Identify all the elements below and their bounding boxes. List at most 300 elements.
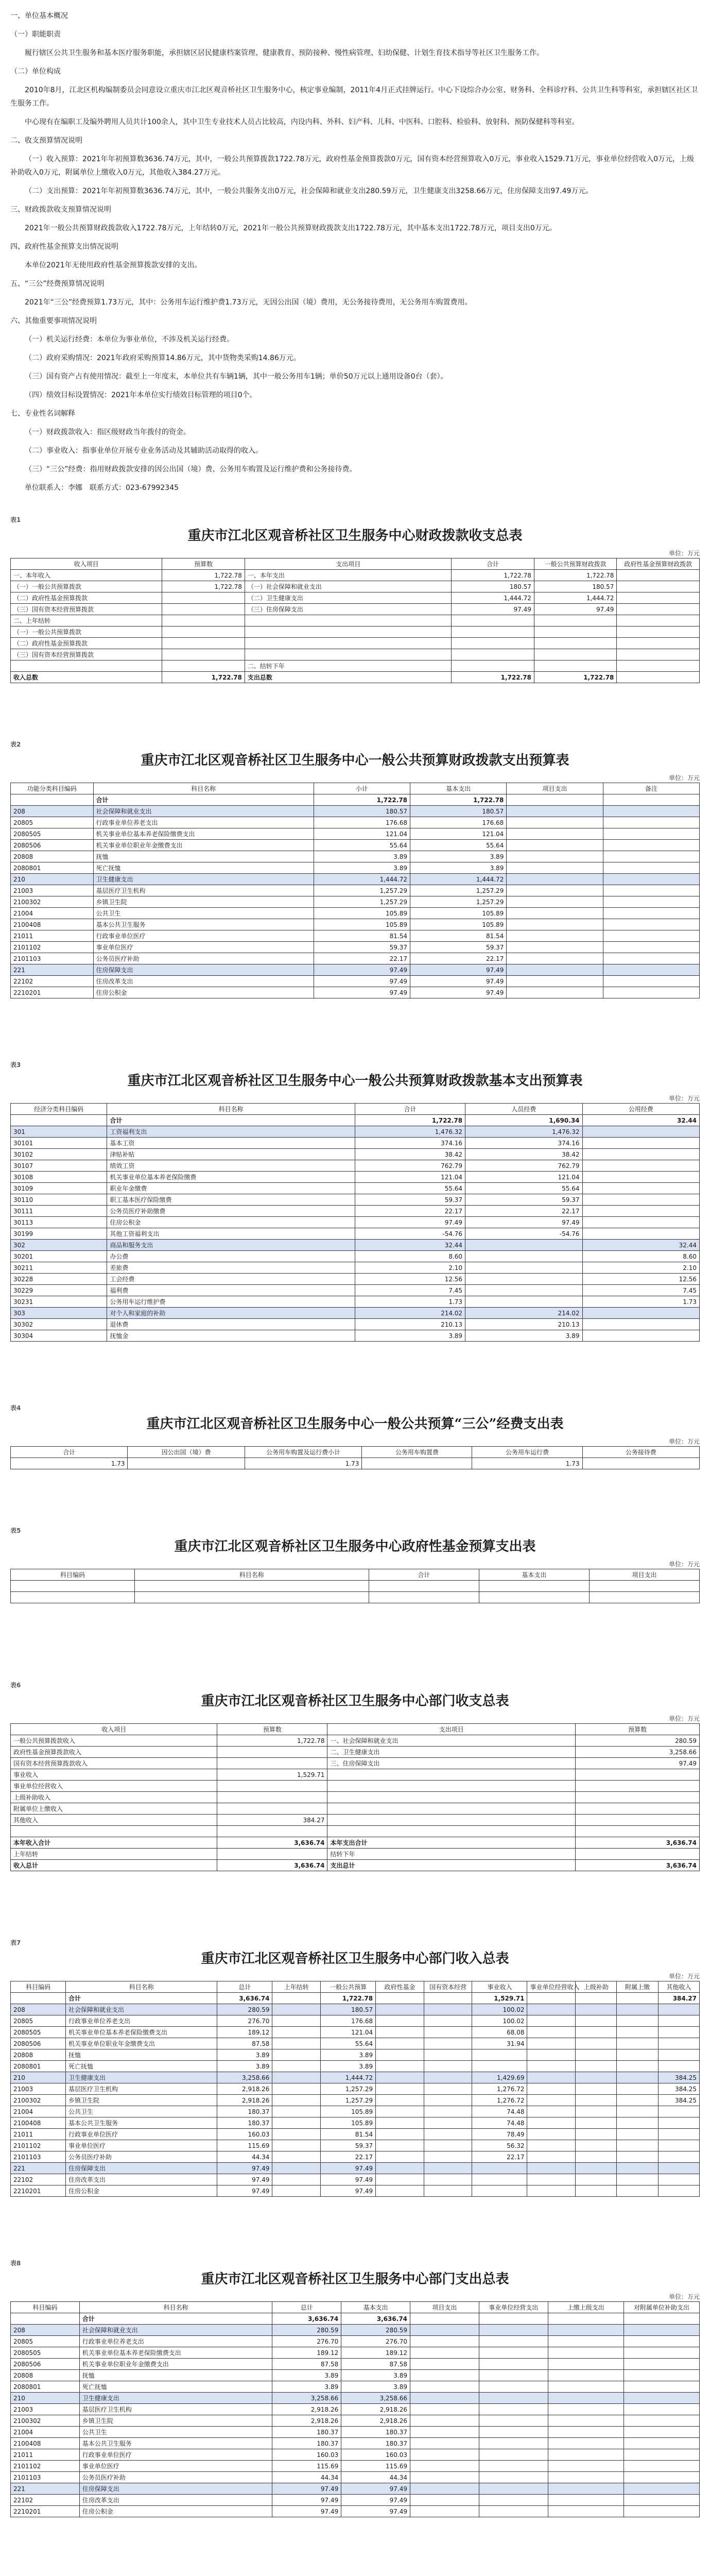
column-header: 项目支出 <box>507 783 603 794</box>
column-header: 备注 <box>603 783 699 794</box>
table-row <box>11 2325 700 2336</box>
table-cell: 2101102 <box>11 2461 80 2472</box>
table-cell: 基层医疗卫生机构 <box>93 885 314 896</box>
column-header: 预算数 <box>162 558 245 570</box>
column-header: 合计 <box>452 558 534 570</box>
table-cell <box>603 862 699 874</box>
table-cell: 其他收入 <box>11 1815 217 1826</box>
table-cell: （二）政府性基金预算拨款 <box>11 638 162 649</box>
table-cell <box>376 2185 424 2197</box>
section-heading: （一）职能职责 <box>10 30 61 39</box>
table-cell <box>424 2174 472 2185</box>
table-cell <box>589 1581 699 1592</box>
table-cell: 行政事业单位养老支出 <box>93 817 314 828</box>
table-cell: 2080801 <box>11 862 94 874</box>
table-cell: 21004 <box>11 908 94 919</box>
table-cell <box>507 976 603 987</box>
table-cell: 3.89 <box>217 2061 272 2072</box>
table-cell <box>624 2415 699 2427</box>
table-cell <box>582 1206 699 1217</box>
table-cell <box>272 2027 321 2038</box>
table-cell <box>245 638 451 649</box>
table-cell <box>658 2140 699 2151</box>
column-header: 项目支出 <box>589 1569 699 1581</box>
table-row <box>11 2083 700 2095</box>
table-cell <box>424 2185 472 2197</box>
table-cell: 115.69 <box>341 2461 410 2472</box>
table-cell: 3,636.74 <box>217 1993 272 2004</box>
column-header: 事业收入 <box>472 1981 527 1993</box>
table-row <box>11 2438 700 2449</box>
table-row <box>11 1792 700 1803</box>
unit-label: 单位：万元 <box>668 2293 700 2300</box>
table-row <box>11 672 700 683</box>
table-row <box>11 1769 700 1781</box>
table-cell: 机关事业单位基本养老保险缴费支出 <box>66 2027 217 2038</box>
table-cell <box>327 1803 576 1815</box>
table-cell <box>272 2151 321 2163</box>
table-cell: 2210201 <box>11 2506 80 2517</box>
section-paragraph: 2010年8月，江北区机构编制委员会同意设立重庆市江北区观音桥社区卫生服务中心，核定事业编制，2011年4月正式挂牌运行。中心下设综合办公室、财务科、全科诊疗科、公共卫生科等科室，承担辖区社区卫生服务工作。 <box>10 86 698 108</box>
table-cell: 工会经费 <box>107 1274 355 1285</box>
table-cell <box>479 2415 548 2427</box>
table-cell: 基本公共卫生服务 <box>93 919 314 930</box>
table-cell <box>548 2472 624 2483</box>
table-cell <box>479 2336 548 2347</box>
table-cell: 基层医疗卫生机构 <box>66 2083 217 2095</box>
table-cell: 2,918.26 <box>272 2415 341 2427</box>
table-cell: 55.64 <box>355 1183 465 1194</box>
table-cell <box>410 2325 479 2336</box>
column-header: 一般公共预算 <box>321 1981 376 1993</box>
table-cell <box>527 2083 576 2095</box>
table-cell <box>658 2049 699 2061</box>
table-cell <box>576 2049 617 2061</box>
table-cell <box>452 660 534 672</box>
budget-sheet <box>10 515 700 683</box>
section-paragraph: （二）事业收入：指事业单位开展专业业务活动及其辅助活动取得的收入。 <box>25 447 263 455</box>
section-paragraph: 2021年“三公”经费预算1.73万元，其中：公务用车运行维护费1.73万元，无因公出国（境）费用，无公务接待费用，无公务用车购置费用。 <box>25 298 472 307</box>
table-cell <box>576 2083 617 2095</box>
table-cell <box>624 2506 699 2517</box>
table-cell: 3,636.74 <box>576 1860 700 1871</box>
table-cell: 2,918.26 <box>341 2404 410 2415</box>
table-cell: 死亡抚恤 <box>93 862 314 874</box>
table-cell <box>624 2472 699 2483</box>
sheet-title: 重庆市江北区观音桥社区卫生服务中心部门收支总表 <box>201 1693 509 1709</box>
section-paragraph: （四）绩效目标设置情况：2021年本单位实行绩效目标管理的项目0个。 <box>25 391 257 399</box>
table-cell <box>582 1138 699 1149</box>
table-cell <box>582 1330 699 1342</box>
table-cell: 1,722.78 <box>162 672 245 683</box>
table-cell <box>582 1149 699 1160</box>
table-cell: 176.68 <box>410 817 507 828</box>
table-cell <box>617 2185 658 2197</box>
table-row <box>11 1296 700 1308</box>
table-row <box>11 1285 700 1296</box>
table-cell: 住房公积金 <box>93 987 314 998</box>
table-row <box>11 828 700 840</box>
table-cell <box>617 570 700 581</box>
table-cell <box>617 672 700 683</box>
table-cell: 30108 <box>11 1172 107 1183</box>
table-cell: 基本公共卫生服务 <box>79 2438 272 2449</box>
table-row <box>11 2038 700 2049</box>
table-cell <box>272 2049 321 2061</box>
table-cell: 55.64 <box>321 2038 376 2049</box>
table-cell <box>603 794 699 806</box>
table-cell <box>272 2129 321 2140</box>
table-cell <box>507 862 603 874</box>
column-header: 公务用车购置费 <box>362 1447 472 1458</box>
table-cell <box>507 817 603 828</box>
table-cell: 97.49 <box>355 1217 465 1228</box>
table-cell <box>576 2163 617 2174</box>
table-cell: 1,690.34 <box>465 1115 582 1126</box>
table-cell: 1,444.72 <box>534 592 617 604</box>
table-row <box>11 1592 700 1603</box>
table-cell: 1,722.78 <box>534 672 617 683</box>
table-cell <box>603 953 699 964</box>
table-cell: 21003 <box>11 2404 80 2415</box>
table-cell: （一）一般公共预算拨款 <box>11 626 162 638</box>
table-cell: 276.70 <box>341 2336 410 2347</box>
table-cell <box>617 2163 658 2174</box>
table-cell: 行政事业单位养老支出 <box>66 2015 217 2027</box>
table-row <box>11 840 700 851</box>
table-cell: 2080505 <box>11 828 94 840</box>
table-cell <box>624 2438 699 2449</box>
table-cell <box>424 2072 472 2083</box>
table-cell <box>507 806 603 817</box>
table-cell: 121.04 <box>410 828 507 840</box>
table-cell <box>465 1285 582 1296</box>
table-cell: 30302 <box>11 1319 107 1330</box>
table-cell <box>376 2049 424 2061</box>
table-cell: 1,444.72 <box>452 592 534 604</box>
table-cell: 97.49 <box>314 964 410 976</box>
table-row <box>11 649 700 660</box>
table-cell <box>410 2449 479 2461</box>
table-cell <box>603 828 699 840</box>
column-header: 科目编码 <box>11 1569 135 1581</box>
table-cell: 3.89 <box>341 2370 410 2381</box>
column-header: 政府性基金 <box>376 1981 424 1993</box>
table-cell: 卫生健康支出 <box>93 874 314 885</box>
table-cell: 机关事业单位职业年金缴费支出 <box>79 2359 272 2370</box>
table-cell <box>624 2449 699 2461</box>
column-header: 项目支出 <box>410 2302 479 2313</box>
table-cell <box>410 2472 479 2483</box>
table-cell <box>658 2174 699 2185</box>
table-cell <box>582 1183 699 1194</box>
sheet-number: 表2 <box>10 741 21 748</box>
table-cell <box>527 2129 576 2140</box>
table-cell: 抚恤金 <box>107 1330 355 1342</box>
table-cell: 221 <box>11 964 94 976</box>
column-header: 总计 <box>217 1981 272 1993</box>
table-row <box>11 1330 700 1342</box>
table-row <box>11 1815 700 1826</box>
table-cell <box>272 2174 321 2185</box>
table-cell <box>624 2313 699 2325</box>
column-header: 支出项目 <box>245 558 451 570</box>
table-row <box>11 1274 700 1285</box>
table-cell: 87.58 <box>272 2359 341 2370</box>
table-cell: 22.17 <box>410 953 507 964</box>
column-header: 政府性基金预算财政拨款 <box>617 558 700 570</box>
table-cell <box>576 1815 700 1826</box>
table-cell: 56.32 <box>472 2140 527 2151</box>
sheet-title: 重庆市江北区观音桥社区卫生服务中心部门收入总表 <box>201 1951 509 1967</box>
budget-table <box>10 1569 700 1603</box>
table-cell <box>424 2163 472 2174</box>
column-header: 合计 <box>355 1104 465 1115</box>
unit-label: 单位：万元 <box>668 774 700 782</box>
table-cell <box>548 2381 624 2393</box>
table-cell: 3.89 <box>272 2381 341 2393</box>
budget-table <box>10 1446 700 1469</box>
table-cell: 97.49 <box>534 604 617 615</box>
table-cell <box>410 2415 479 2427</box>
section-paragraph: （一）收入预算：2021年年初预算数3636.74万元，其中，一般公共预算拨款1722.78万元，政府性基金预算拨款0万元，国有资本经营预算收入0万元，事业收入1529.71万元，事业单位经营收入0万元，上级补助收入0万元，附属单位上缴收入0万元，其他收入384.27万元。 <box>10 155 695 177</box>
table-cell: 基本工资 <box>107 1138 355 1149</box>
table-row <box>11 1803 700 1815</box>
table-cell <box>617 2106 658 2117</box>
column-header: 附属上缴 <box>617 1981 658 1993</box>
table-cell <box>624 2370 699 2381</box>
table-cell: 3.89 <box>217 2049 272 2061</box>
table-cell <box>410 2495 479 2506</box>
table-cell: 商品和服务支出 <box>107 1240 355 1251</box>
table-cell: 一、社会保障和就业支出 <box>327 1735 576 1747</box>
table-cell: 208 <box>11 806 94 817</box>
table-row <box>11 1747 700 1758</box>
column-header: 公务接待费 <box>582 1447 699 1458</box>
table-cell: 住房改革支出 <box>66 2174 217 2185</box>
table-cell: 105.89 <box>321 2106 376 2117</box>
table-cell <box>424 2015 472 2027</box>
table-cell <box>11 1115 107 1126</box>
table-cell: 180.37 <box>217 2106 272 2117</box>
budget-table <box>10 558 700 683</box>
table-row <box>11 604 700 615</box>
table-cell: 工资福利支出 <box>107 1126 355 1138</box>
table-cell <box>527 2027 576 2038</box>
table-cell: 21011 <box>11 2449 80 2461</box>
budget-table <box>10 2301 700 2517</box>
table-cell: 12.56 <box>355 1274 465 1285</box>
table-cell <box>424 2004 472 2015</box>
table-cell: 退休费 <box>107 1319 355 1330</box>
table-cell <box>376 2015 424 2027</box>
column-header: 小计 <box>314 783 410 794</box>
table-cell <box>452 638 534 649</box>
table-cell: 74.48 <box>472 2117 527 2129</box>
sheet-number: 表8 <box>10 2260 21 2267</box>
table-row <box>11 942 700 953</box>
unit-label: 单位：万元 <box>668 1973 700 1980</box>
table-cell <box>617 2004 658 2015</box>
table-cell <box>603 976 699 987</box>
table-cell: 乡镇卫生院 <box>66 2095 217 2106</box>
sheet-number: 表7 <box>10 1939 21 1946</box>
table-cell <box>472 2174 527 2185</box>
table-cell: 死亡抚恤 <box>66 2061 217 2072</box>
table-cell: 二、上年结转 <box>11 615 162 626</box>
table-cell: 住房保障支出 <box>66 2163 217 2174</box>
table-cell: 2080506 <box>11 2038 66 2049</box>
unit-label: 单位：万元 <box>668 550 700 557</box>
table-cell: 180.57 <box>410 806 507 817</box>
table-row <box>11 953 700 964</box>
table-cell <box>217 1747 327 1758</box>
table-cell <box>617 649 700 660</box>
sheet-title: 重庆市江北区观音桥社区卫生服务中心一般公共预算财政拨款支出预算表 <box>141 753 569 768</box>
table-cell <box>507 908 603 919</box>
table-cell: 合计 <box>66 1993 217 2004</box>
table-cell: 189.12 <box>272 2347 341 2359</box>
sheet-title: 重庆市江北区观音桥社区卫生服务中心一般公共预算财政拨款基本支出预算表 <box>127 1073 583 1089</box>
table-cell <box>410 2347 479 2359</box>
table-cell: 97.49 <box>452 604 534 615</box>
table-cell: 本年支出合计 <box>327 1837 576 1849</box>
table-cell: （一）社会保障和就业支出 <box>245 581 451 592</box>
table-row <box>11 1262 700 1274</box>
table-cell <box>272 2117 321 2129</box>
table-cell: 1,722.78 <box>314 794 410 806</box>
table-cell: 乡镇卫生院 <box>93 896 314 908</box>
table-cell: 97.49 <box>341 2506 410 2517</box>
table-cell <box>603 919 699 930</box>
table-row <box>11 2129 700 2140</box>
table-cell: 1,257.29 <box>314 896 410 908</box>
section-heading: 二、收支预算情况说明 <box>10 137 82 145</box>
table-cell: 384.25 <box>658 2095 699 2106</box>
table-cell <box>603 942 699 953</box>
table-cell <box>582 1194 699 1206</box>
table-cell: 机关事业单位职业年金缴费支出 <box>66 2038 217 2049</box>
section-heading: 五、“三公”经费预算情况说明 <box>10 280 105 288</box>
column-header: 收入项目 <box>11 1724 217 1735</box>
table-cell: 115.69 <box>217 2140 272 2151</box>
table-cell: 221 <box>11 2483 80 2495</box>
table-cell <box>424 2095 472 2106</box>
table-cell <box>452 615 534 626</box>
table-cell: 2210201 <box>11 2185 66 2197</box>
table-cell <box>576 2140 617 2151</box>
table-cell: 105.89 <box>314 908 410 919</box>
section-heading: 四、政府性基金预算支出情况说明 <box>10 243 118 251</box>
table-cell: 抚恤 <box>93 851 314 862</box>
table-cell: 住房公积金 <box>107 1217 355 1228</box>
table-row <box>11 2049 700 2061</box>
table-row <box>11 896 700 908</box>
table-cell: 176.68 <box>321 2015 376 2027</box>
table-row <box>11 2495 700 2506</box>
table-cell: 97.49 <box>272 2483 341 2495</box>
table-cell: 30107 <box>11 1160 107 1172</box>
table-cell: 公务用车运行维护费 <box>107 1296 355 1308</box>
table-cell <box>617 638 700 649</box>
table-cell: 2.10 <box>582 1262 699 1274</box>
table-cell: 21004 <box>11 2427 80 2438</box>
table-cell: 30229 <box>11 1285 107 1296</box>
table-cell <box>410 2483 479 2495</box>
table-cell <box>576 1849 700 1860</box>
column-header: 科目编码 <box>11 2302 80 2313</box>
table-cell: 105.89 <box>321 2117 376 2129</box>
table-cell <box>617 2061 658 2072</box>
table-cell: 基层医疗卫生机构 <box>79 2404 272 2415</box>
table-row <box>11 2106 700 2117</box>
table-cell: 30113 <box>11 1217 107 1228</box>
table-cell: 180.57 <box>314 806 410 817</box>
table-cell <box>617 615 700 626</box>
table-cell <box>624 2427 699 2438</box>
column-header: 科目名称 <box>93 783 314 794</box>
table-cell <box>410 2438 479 2449</box>
table-cell: 2.10 <box>355 1262 465 1274</box>
table-cell <box>507 919 603 930</box>
table-cell <box>479 2483 548 2495</box>
table-cell: 3.89 <box>410 862 507 874</box>
table-cell <box>658 2117 699 2129</box>
sheet-number: 表5 <box>10 1527 21 1534</box>
table-cell <box>272 2038 321 2049</box>
table-cell <box>576 1993 617 2004</box>
table-cell: 32.44 <box>582 1240 699 1251</box>
column-header: 预算数 <box>217 1724 327 1735</box>
table-cell: 卫生健康支出 <box>66 2072 217 2083</box>
table-cell: 住房保障支出 <box>79 2483 272 2495</box>
table-cell: 其他工资福利支出 <box>107 1228 355 1240</box>
table-cell: （三）国有资本经营预算拨款 <box>11 649 162 660</box>
table-cell: 121.04 <box>465 1172 582 1183</box>
table-cell <box>272 2095 321 2106</box>
table-cell: 3,636.74 <box>217 1860 327 1871</box>
table-cell <box>527 2174 576 2185</box>
table-cell: （一）一般公共预算拨款 <box>11 581 162 592</box>
table-row <box>11 1138 700 1149</box>
table-cell: 一、本年支出 <box>245 570 451 581</box>
table-cell: 1.73 <box>11 1458 128 1469</box>
table-cell: 3.89 <box>321 2049 376 2061</box>
table-cell: 对个人和家庭的补助 <box>107 1308 355 1319</box>
table-cell: 2080801 <box>11 2381 80 2393</box>
column-header: 上缴上级支出 <box>548 2302 624 2313</box>
table-cell: 30111 <box>11 1206 107 1217</box>
table-cell <box>465 1274 582 1285</box>
table-cell <box>362 1458 472 1469</box>
table-cell: 津贴补贴 <box>107 1149 355 1160</box>
table-cell: 7.45 <box>582 1285 699 1296</box>
table-cell: 1.73 <box>355 1296 465 1308</box>
table-cell: 2100302 <box>11 2415 80 2427</box>
table-cell: 2100302 <box>11 2095 66 2106</box>
column-header: 科目编码 <box>11 1981 66 1993</box>
table-cell: 1,476.32 <box>465 1126 582 1138</box>
table-cell: 20808 <box>11 2049 66 2061</box>
table-cell <box>582 1228 699 1240</box>
table-cell: 1,722.78 <box>355 1115 465 1126</box>
table-cell <box>11 1581 135 1592</box>
table-row <box>11 2015 700 2027</box>
table-cell <box>576 2072 617 2083</box>
table-cell <box>272 2106 321 2117</box>
table-cell <box>11 794 94 806</box>
table-cell <box>245 649 451 660</box>
